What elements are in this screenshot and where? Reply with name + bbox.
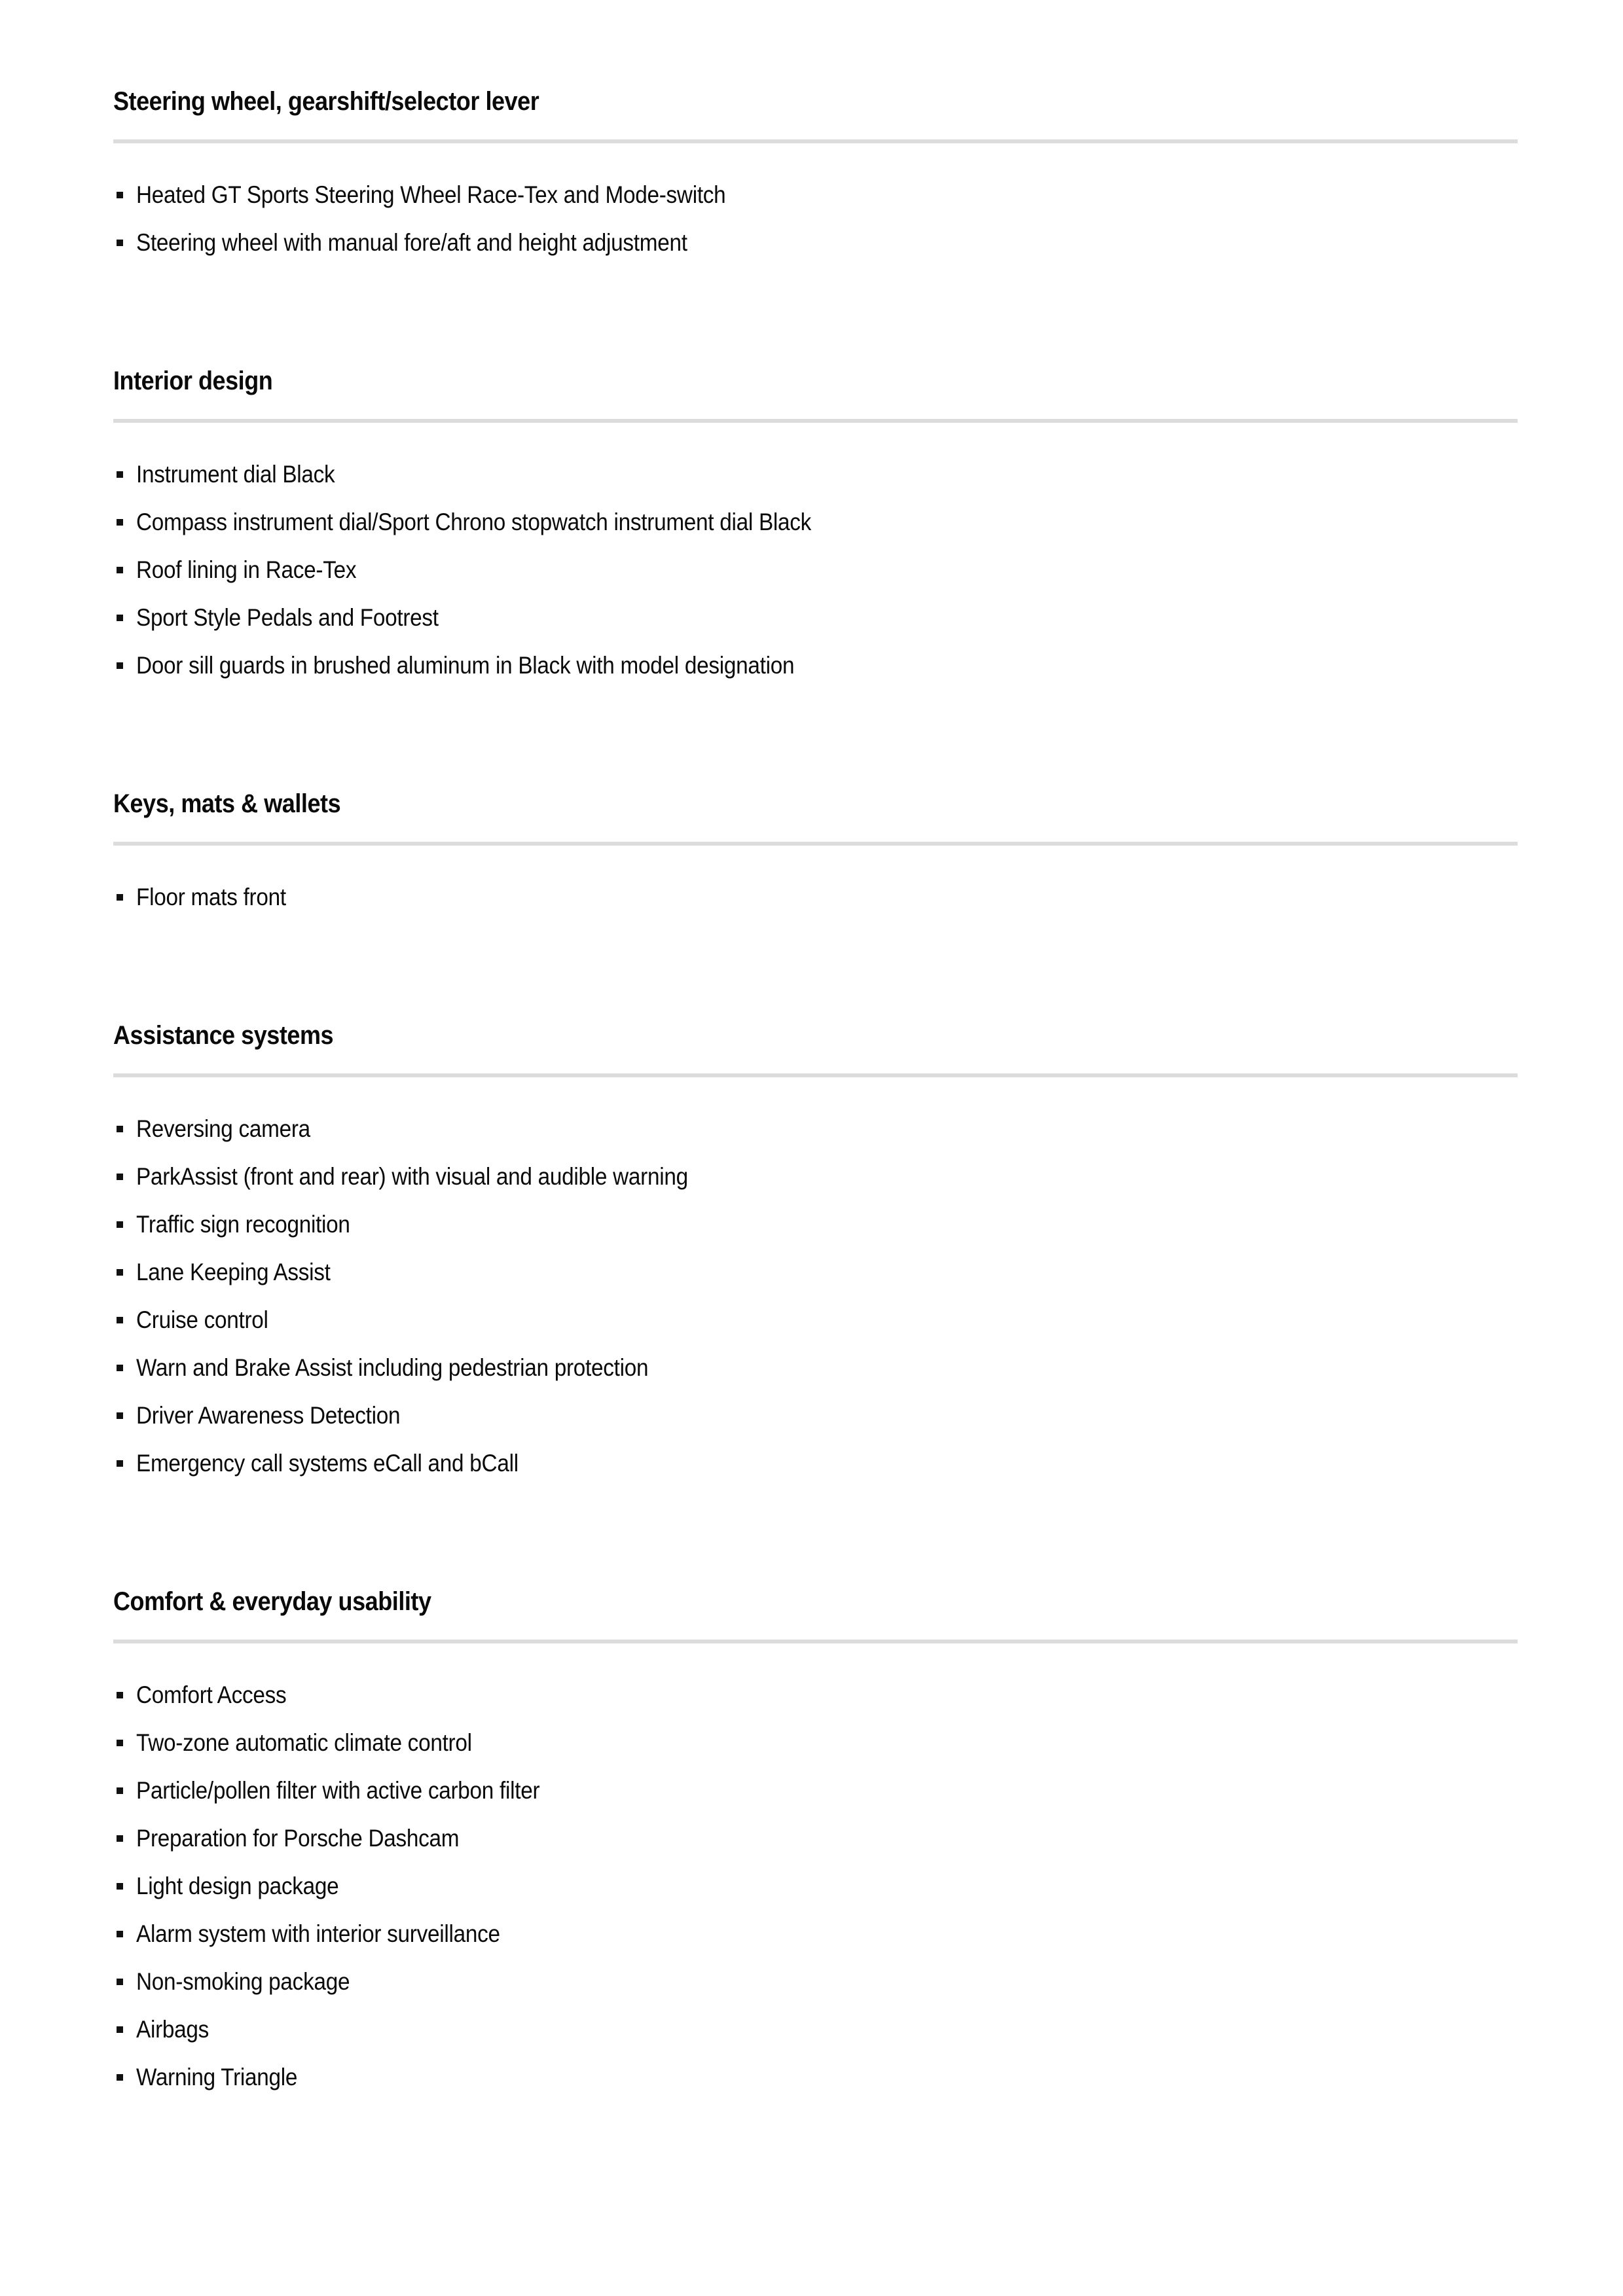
spec-section xyxy=(113,1587,1518,2101)
list-item-text: Particle/pollen filter with active carbon filter xyxy=(136,1776,540,1804)
square-bullet-icon xyxy=(117,567,123,573)
square-bullet-icon xyxy=(117,1740,123,1746)
list-item-text: Reversing camera xyxy=(136,1115,310,1142)
section-divider xyxy=(113,842,1518,846)
list-item-text: Non-smoking package xyxy=(136,1967,350,1995)
square-bullet-icon xyxy=(117,1174,123,1180)
list-item-text: Lane Keeping Assist xyxy=(136,1258,331,1285)
list-item-text: Light design package xyxy=(136,1872,339,1899)
list-item xyxy=(113,1767,1518,1814)
square-bullet-icon xyxy=(117,1787,123,1794)
list-item-text: Driver Awareness Detection xyxy=(136,1401,401,1429)
square-bullet-icon xyxy=(117,1979,123,1985)
section-list xyxy=(113,1671,1518,2101)
list-item-text: Roof lining in Race-Tex xyxy=(136,556,357,583)
square-bullet-icon xyxy=(117,1126,123,1132)
list-item-text: Emergency call systems eCall and bCall xyxy=(136,1449,519,1477)
spec-section xyxy=(113,789,1518,921)
square-bullet-icon xyxy=(117,1269,123,1276)
list-item xyxy=(113,219,1518,266)
list-item-text: Alarm system with interior surveillance xyxy=(136,1920,500,1947)
list-item-text: Comfort Access xyxy=(136,1681,287,1708)
list-item xyxy=(113,1391,1518,1439)
list-item-text: Preparation for Porsche Dashcam xyxy=(136,1824,460,1852)
list-item xyxy=(113,2053,1518,2101)
list-item-text: Traffic sign recognition xyxy=(136,1210,350,1238)
list-item-text: Steering wheel with manual fore/aft and height adjustment xyxy=(136,228,687,256)
section-title-text: Comfort & everyday usability xyxy=(113,1587,431,1616)
square-bullet-icon xyxy=(117,1883,123,1890)
list-item-text: Instrument dial Black xyxy=(136,460,335,488)
section-title-text: Interior design xyxy=(113,367,273,395)
square-bullet-icon xyxy=(117,519,123,526)
section-divider xyxy=(113,1640,1518,1643)
square-bullet-icon xyxy=(117,192,123,198)
list-item xyxy=(113,1248,1518,1296)
square-bullet-icon xyxy=(117,471,123,478)
section-title-text: Keys, mats & wallets xyxy=(113,789,341,818)
list-item xyxy=(113,546,1518,594)
square-bullet-icon xyxy=(117,1317,123,1323)
list-item xyxy=(113,1910,1518,1958)
square-bullet-icon xyxy=(117,240,123,246)
list-item xyxy=(113,1344,1518,1391)
square-bullet-icon xyxy=(117,1365,123,1371)
list-item-text: Warn and Brake Assist including pedestrian protection xyxy=(136,1354,649,1381)
list-item-text: ParkAssist (front and rear) with visual and audible warning xyxy=(136,1162,688,1190)
section-title xyxy=(113,789,1518,818)
list-item-text: Door sill guards in brushed aluminum in Black with model designation xyxy=(136,651,795,679)
spec-section xyxy=(113,1021,1518,1487)
square-bullet-icon xyxy=(117,1412,123,1419)
section-title xyxy=(113,1021,1518,1050)
square-bullet-icon xyxy=(117,2074,123,2081)
list-item xyxy=(113,594,1518,641)
section-divider xyxy=(113,419,1518,423)
square-bullet-icon xyxy=(117,894,123,901)
section-list xyxy=(113,450,1518,689)
list-item-text: Compass instrument dial/Sport Chrono stopwatch instrument dial Black xyxy=(136,508,812,535)
spec-sections xyxy=(113,0,1518,2201)
section-divider xyxy=(113,1073,1518,1077)
section-title xyxy=(113,367,1518,395)
square-bullet-icon xyxy=(117,615,123,621)
list-item-text: Airbags xyxy=(136,2015,210,2043)
list-item xyxy=(113,1439,1518,1487)
list-item-text: Two-zone automatic climate control xyxy=(136,1729,472,1756)
spec-section xyxy=(113,367,1518,689)
square-bullet-icon xyxy=(117,1692,123,1698)
section-list xyxy=(113,171,1518,266)
section-title-text: Assistance systems xyxy=(113,1021,334,1050)
square-bullet-icon xyxy=(117,1460,123,1467)
square-bullet-icon xyxy=(117,2026,123,2033)
list-item xyxy=(113,1200,1518,1248)
square-bullet-icon xyxy=(117,1835,123,1842)
section-title-text: Steering wheel, gearshift/selector lever xyxy=(113,87,539,116)
section-list xyxy=(113,873,1518,921)
list-item xyxy=(113,1958,1518,2005)
list-item xyxy=(113,1862,1518,1910)
section-title xyxy=(113,87,1518,116)
list-item xyxy=(113,498,1518,546)
list-item-text: Floor mats front xyxy=(136,883,286,910)
list-item-text: Cruise control xyxy=(136,1306,268,1333)
list-item xyxy=(113,2005,1518,2053)
list-item xyxy=(113,1814,1518,1862)
section-divider xyxy=(113,139,1518,143)
list-item xyxy=(113,1671,1518,1719)
list-item xyxy=(113,873,1518,921)
list-item-text: Warning Triangle xyxy=(136,2063,298,2090)
list-item-text: Sport Style Pedals and Footrest xyxy=(136,603,439,631)
list-item xyxy=(113,1105,1518,1153)
square-bullet-icon xyxy=(117,1221,123,1228)
list-item xyxy=(113,450,1518,498)
list-item xyxy=(113,1296,1518,1344)
spec-section xyxy=(113,87,1518,266)
section-list xyxy=(113,1105,1518,1487)
square-bullet-icon xyxy=(117,662,123,669)
list-item-text: Heated GT Sports Steering Wheel Race-Tex and Mode-switch xyxy=(136,181,726,208)
section-title xyxy=(113,1587,1518,1616)
square-bullet-icon xyxy=(117,1931,123,1937)
list-item xyxy=(113,171,1518,219)
list-item xyxy=(113,1153,1518,1200)
list-item xyxy=(113,641,1518,689)
list-item xyxy=(113,1719,1518,1767)
